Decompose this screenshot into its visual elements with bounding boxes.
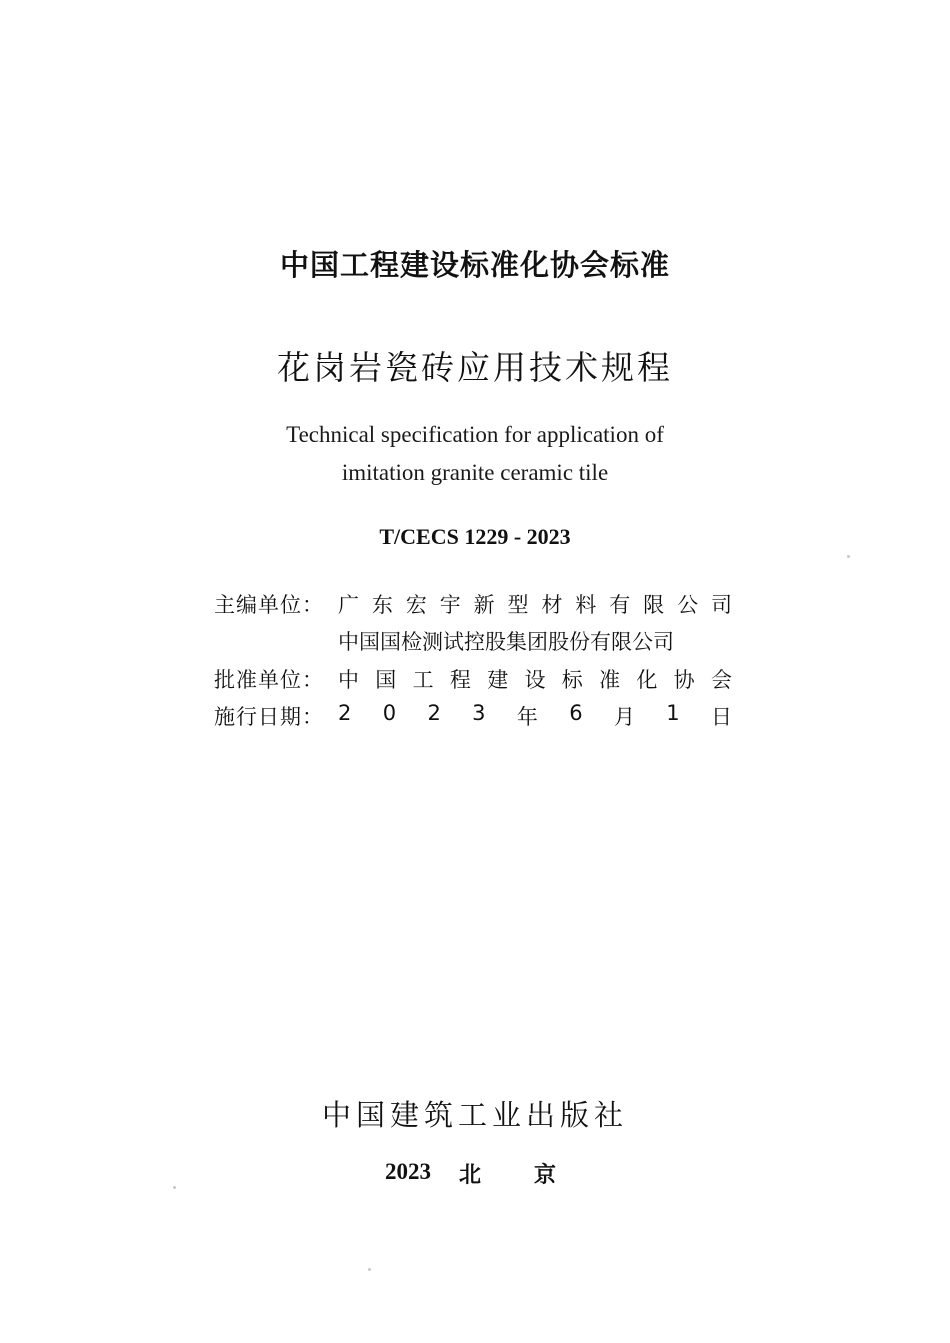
char: 1 (666, 701, 680, 725)
effective-date-label: 施行日期： (214, 705, 324, 729)
char: 工 (412, 668, 434, 692)
char: 东 (371, 593, 393, 617)
approver-unit (338, 664, 732, 694)
char: 建 (487, 668, 509, 692)
char: 化 (636, 668, 658, 692)
char: 标 (561, 668, 583, 692)
organization-standard-heading: 中国工程建设标准化协会标准 (279, 248, 670, 282)
chief-editor-unit-2: 中国国检测试控股集团股份有限公司 (338, 630, 674, 654)
char: 年 (516, 705, 538, 729)
publication-year: 2023 (385, 1159, 431, 1184)
char: 准 (599, 668, 621, 692)
effective-date (338, 701, 732, 731)
char: 宏 (405, 593, 427, 617)
char: 6 (569, 701, 583, 725)
char: 料 (575, 593, 597, 617)
approver-label: 批准单位： (214, 668, 324, 692)
char: 司 (710, 593, 732, 617)
char: 协 (673, 668, 695, 692)
document-title-english-line1: Technical specification for application of (286, 422, 664, 447)
char: 中 (338, 668, 359, 692)
char: 会 (710, 668, 732, 692)
char: 有 (609, 593, 631, 617)
document-title-english-line2: imitation granite ceramic tile (341, 460, 609, 485)
char: 国 (375, 668, 397, 692)
char: 材 (541, 593, 563, 617)
char: 新 (473, 593, 495, 617)
standard-code: T/CECS 1229 - 2023 (379, 524, 571, 549)
char: 公 (677, 593, 699, 617)
char: 2 (427, 701, 441, 725)
char: 月 (613, 705, 635, 729)
chief-editor-unit-1 (338, 589, 732, 619)
char: 设 (524, 668, 546, 692)
char: 3 (472, 701, 486, 725)
scan-speck (847, 555, 850, 558)
publication-city-char-2: 京 (534, 1163, 557, 1188)
char: 程 (449, 668, 471, 692)
char: 日 (711, 705, 732, 729)
char: 0 (382, 701, 397, 725)
char: 广 (338, 593, 359, 617)
scan-speck (173, 1186, 176, 1189)
document-title-chinese: 花岗岩瓷砖应用技术规程 (277, 348, 673, 387)
char: 2 (338, 701, 352, 725)
char: 宇 (439, 593, 461, 617)
chief-editor-label: 主编单位： (214, 593, 324, 617)
scan-speck (368, 1268, 371, 1271)
publication-city-char-1: 北 (459, 1163, 482, 1188)
char: 限 (643, 593, 665, 617)
char: 型 (507, 593, 529, 617)
publisher-name: 中国建筑工业出版社 (321, 1098, 628, 1132)
